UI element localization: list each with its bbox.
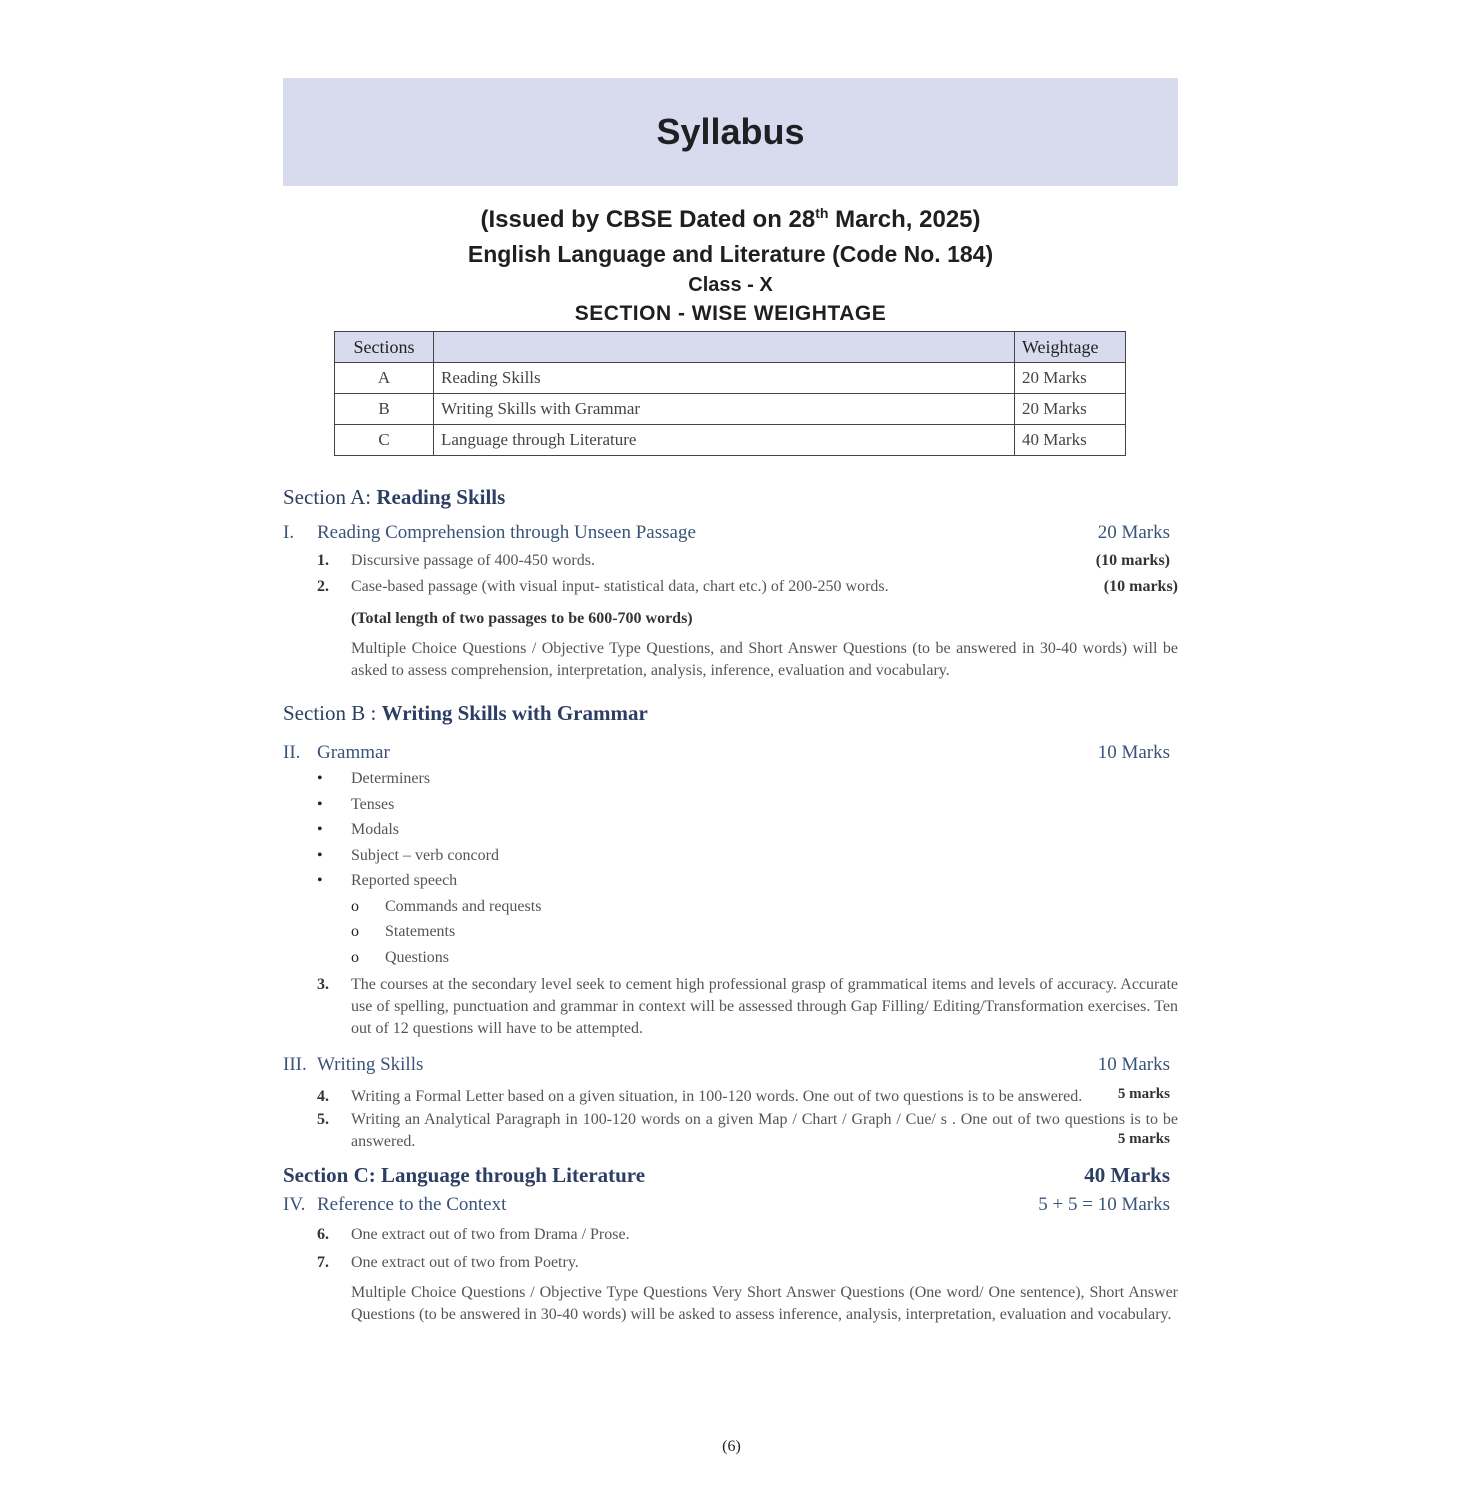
table-cell: B — [335, 394, 434, 425]
part-marks: 5 + 5 = 10 Marks — [1038, 1194, 1170, 1215]
circle-bullet-icon: o — [351, 923, 359, 940]
page-number: (6) — [722, 1438, 741, 1455]
item-marks: (10 marks) — [1103, 578, 1178, 595]
item-text: Writing a Formal Letter based on a given situation, in 100-120 words. One out of two questions is to be answered. — [351, 1088, 1083, 1105]
table-cell: 40 Marks — [1015, 425, 1126, 456]
bullet-item — [317, 766, 1178, 792]
item-text: The courses at the secondary level seek to cement high professional grasp of grammatical items and levels of accuracy. Accurate use of spelling, punctuation and grammar in context will be assessed through Gap Filling/ Editing/Transformation exercises. Ten out of 12 questions will have to be attempted. — [351, 976, 1178, 1037]
table-row — [335, 425, 1126, 456]
part-number: IV. — [283, 1194, 306, 1215]
bullet-text: Modals — [351, 821, 399, 838]
list-item — [317, 1224, 1178, 1246]
sub-bullet-item — [351, 945, 1178, 971]
syllabus-page — [283, 78, 1178, 1326]
part-heading — [283, 740, 1178, 766]
item-text: One extract out of two from Drama / Prose. — [351, 1226, 630, 1243]
item-marks: 5 marks — [1117, 1086, 1170, 1102]
issued-prefix: (Issued by CBSE Dated on 28 — [480, 206, 816, 233]
circle-bullet-icon: o — [351, 948, 359, 966]
bullet-text: Tenses — [351, 795, 395, 813]
section-b-heading — [283, 700, 1178, 726]
table-cell: 20 Marks — [1015, 394, 1126, 425]
section-a-heading — [283, 484, 1178, 510]
part-heading — [283, 1192, 1178, 1218]
table-row — [335, 363, 1126, 394]
table-cell: Reading Skills — [434, 363, 1015, 394]
bullet-text: Questions — [385, 948, 449, 966]
bullet-text: Subject – verb concord — [351, 846, 499, 864]
bullet-icon: • — [317, 795, 323, 813]
table-cell: Writing Skills with Grammar — [434, 394, 1015, 425]
bullet-item — [317, 792, 1178, 818]
bullet-item — [317, 817, 1178, 843]
list-item — [317, 1086, 1178, 1108]
table-header: Sections — [335, 332, 434, 363]
part-heading — [283, 1052, 1178, 1078]
section-description: Multiple Choice Questions / Objective Type Questions, and Short Answer Questions (to be answered in 30-40 words) will be asked to assess comprehension, interpretation, analysis, inference, evaluation and vocabulary. — [351, 640, 1178, 679]
item-text: Writing an Analytical Paragraph in 100-120 words on a given Map / Chart / Graph / Cue/ s . One out of two questions is to be answered. — [351, 1111, 1178, 1150]
bullet-text: Commands and requests — [385, 897, 542, 915]
section-description: Multiple Choice Questions / Objective Type Questions Very Short Answer Questions (One word/ One sentence), Short Answer Questions (to be answered in 30-40 words) will be asked to assess inference, analysis, interpretation, evaluation and vocabulary. — [351, 1284, 1178, 1323]
weightage-table — [334, 331, 1126, 456]
part-heading — [283, 520, 1178, 546]
bullet-item — [317, 843, 1178, 869]
table-cell: Language through Literature — [434, 425, 1015, 456]
sub-bullet-item — [351, 894, 1178, 920]
table-cell: A — [335, 363, 434, 394]
item-number: 3. — [317, 976, 329, 993]
list-item — [317, 1109, 1178, 1153]
table-cell: 20 Marks — [1015, 363, 1126, 394]
item-number: 1. — [317, 552, 329, 569]
issued-line — [283, 198, 1178, 235]
item-text: Discursive passage of 400-450 words. — [351, 552, 595, 569]
issued-superscript: th — [815, 205, 829, 221]
class-label: Class - X — [688, 274, 773, 296]
subject-title: English Language and Literature (Code No. 184) — [467, 241, 994, 267]
table-row — [335, 394, 1126, 425]
list-item — [317, 550, 1178, 572]
part-number: I. — [283, 522, 295, 543]
section-title: Reading Skills — [376, 485, 506, 509]
item-number: 7. — [317, 1254, 329, 1271]
bullet-text: Statements — [385, 923, 456, 940]
part-number: III. — [283, 1054, 307, 1075]
part-marks: 20 Marks — [1097, 522, 1170, 543]
table-cell: C — [335, 425, 434, 456]
item-number: 4. — [317, 1088, 329, 1105]
section-label: Section C: — [283, 1163, 376, 1187]
circle-bullet-icon: o — [351, 897, 359, 915]
section-title: Language through Literature — [381, 1163, 646, 1187]
item-number: 6. — [317, 1226, 329, 1243]
section-label: Section A: — [283, 485, 372, 509]
issued-suffix: March, 2025) — [828, 206, 981, 233]
item-number: 5. — [317, 1111, 329, 1128]
part-title: Reference to the Context — [317, 1194, 507, 1215]
title-banner — [283, 78, 1178, 186]
part-marks: 10 Marks — [1097, 742, 1170, 763]
table-header: Weightage — [1015, 332, 1126, 363]
table-header — [434, 332, 1015, 363]
bullet-icon: • — [317, 821, 323, 838]
page-title: Syllabus — [656, 111, 805, 152]
bullet-icon: • — [317, 872, 323, 889]
item-text: Case-based passage (with visual input- statistical data, chart etc.) of 200-250 words. — [351, 578, 889, 595]
list-item — [317, 576, 1178, 598]
part-title: Reading Comprehension through Unseen Passage — [317, 522, 696, 543]
part-title: Writing Skills — [317, 1054, 424, 1075]
table-header-row — [335, 332, 1126, 363]
bullet-text: Determiners — [351, 770, 431, 787]
section-marks: 40 Marks — [1084, 1163, 1170, 1187]
list-item — [317, 1252, 1178, 1274]
part-number: II. — [283, 742, 301, 763]
bullet-text: Reported speech — [351, 872, 458, 889]
list-item — [317, 974, 1178, 1040]
section-label: Section B : — [283, 701, 377, 725]
part-marks: 10 Marks — [1097, 1054, 1170, 1075]
item-text: One extract out of two from Poetry. — [351, 1254, 579, 1271]
bullet-icon: • — [317, 846, 323, 864]
item-marks: (10 marks) — [1095, 552, 1170, 569]
item-marks: 5 marks — [1117, 1131, 1170, 1147]
weightage-title: SECTION - WISE WEIGHTAGE — [574, 302, 887, 325]
section-title: Writing Skills with Grammar — [381, 701, 648, 725]
bullet-item — [317, 868, 1178, 894]
item-number: 2. — [317, 578, 329, 595]
section-c-heading — [283, 1162, 1178, 1188]
part-title: Grammar — [317, 742, 390, 763]
sub-bullet-item — [351, 919, 1178, 945]
total-length-note: (Total length of two passages to be 600-700 words) — [351, 610, 693, 627]
bullet-icon: • — [317, 770, 323, 787]
